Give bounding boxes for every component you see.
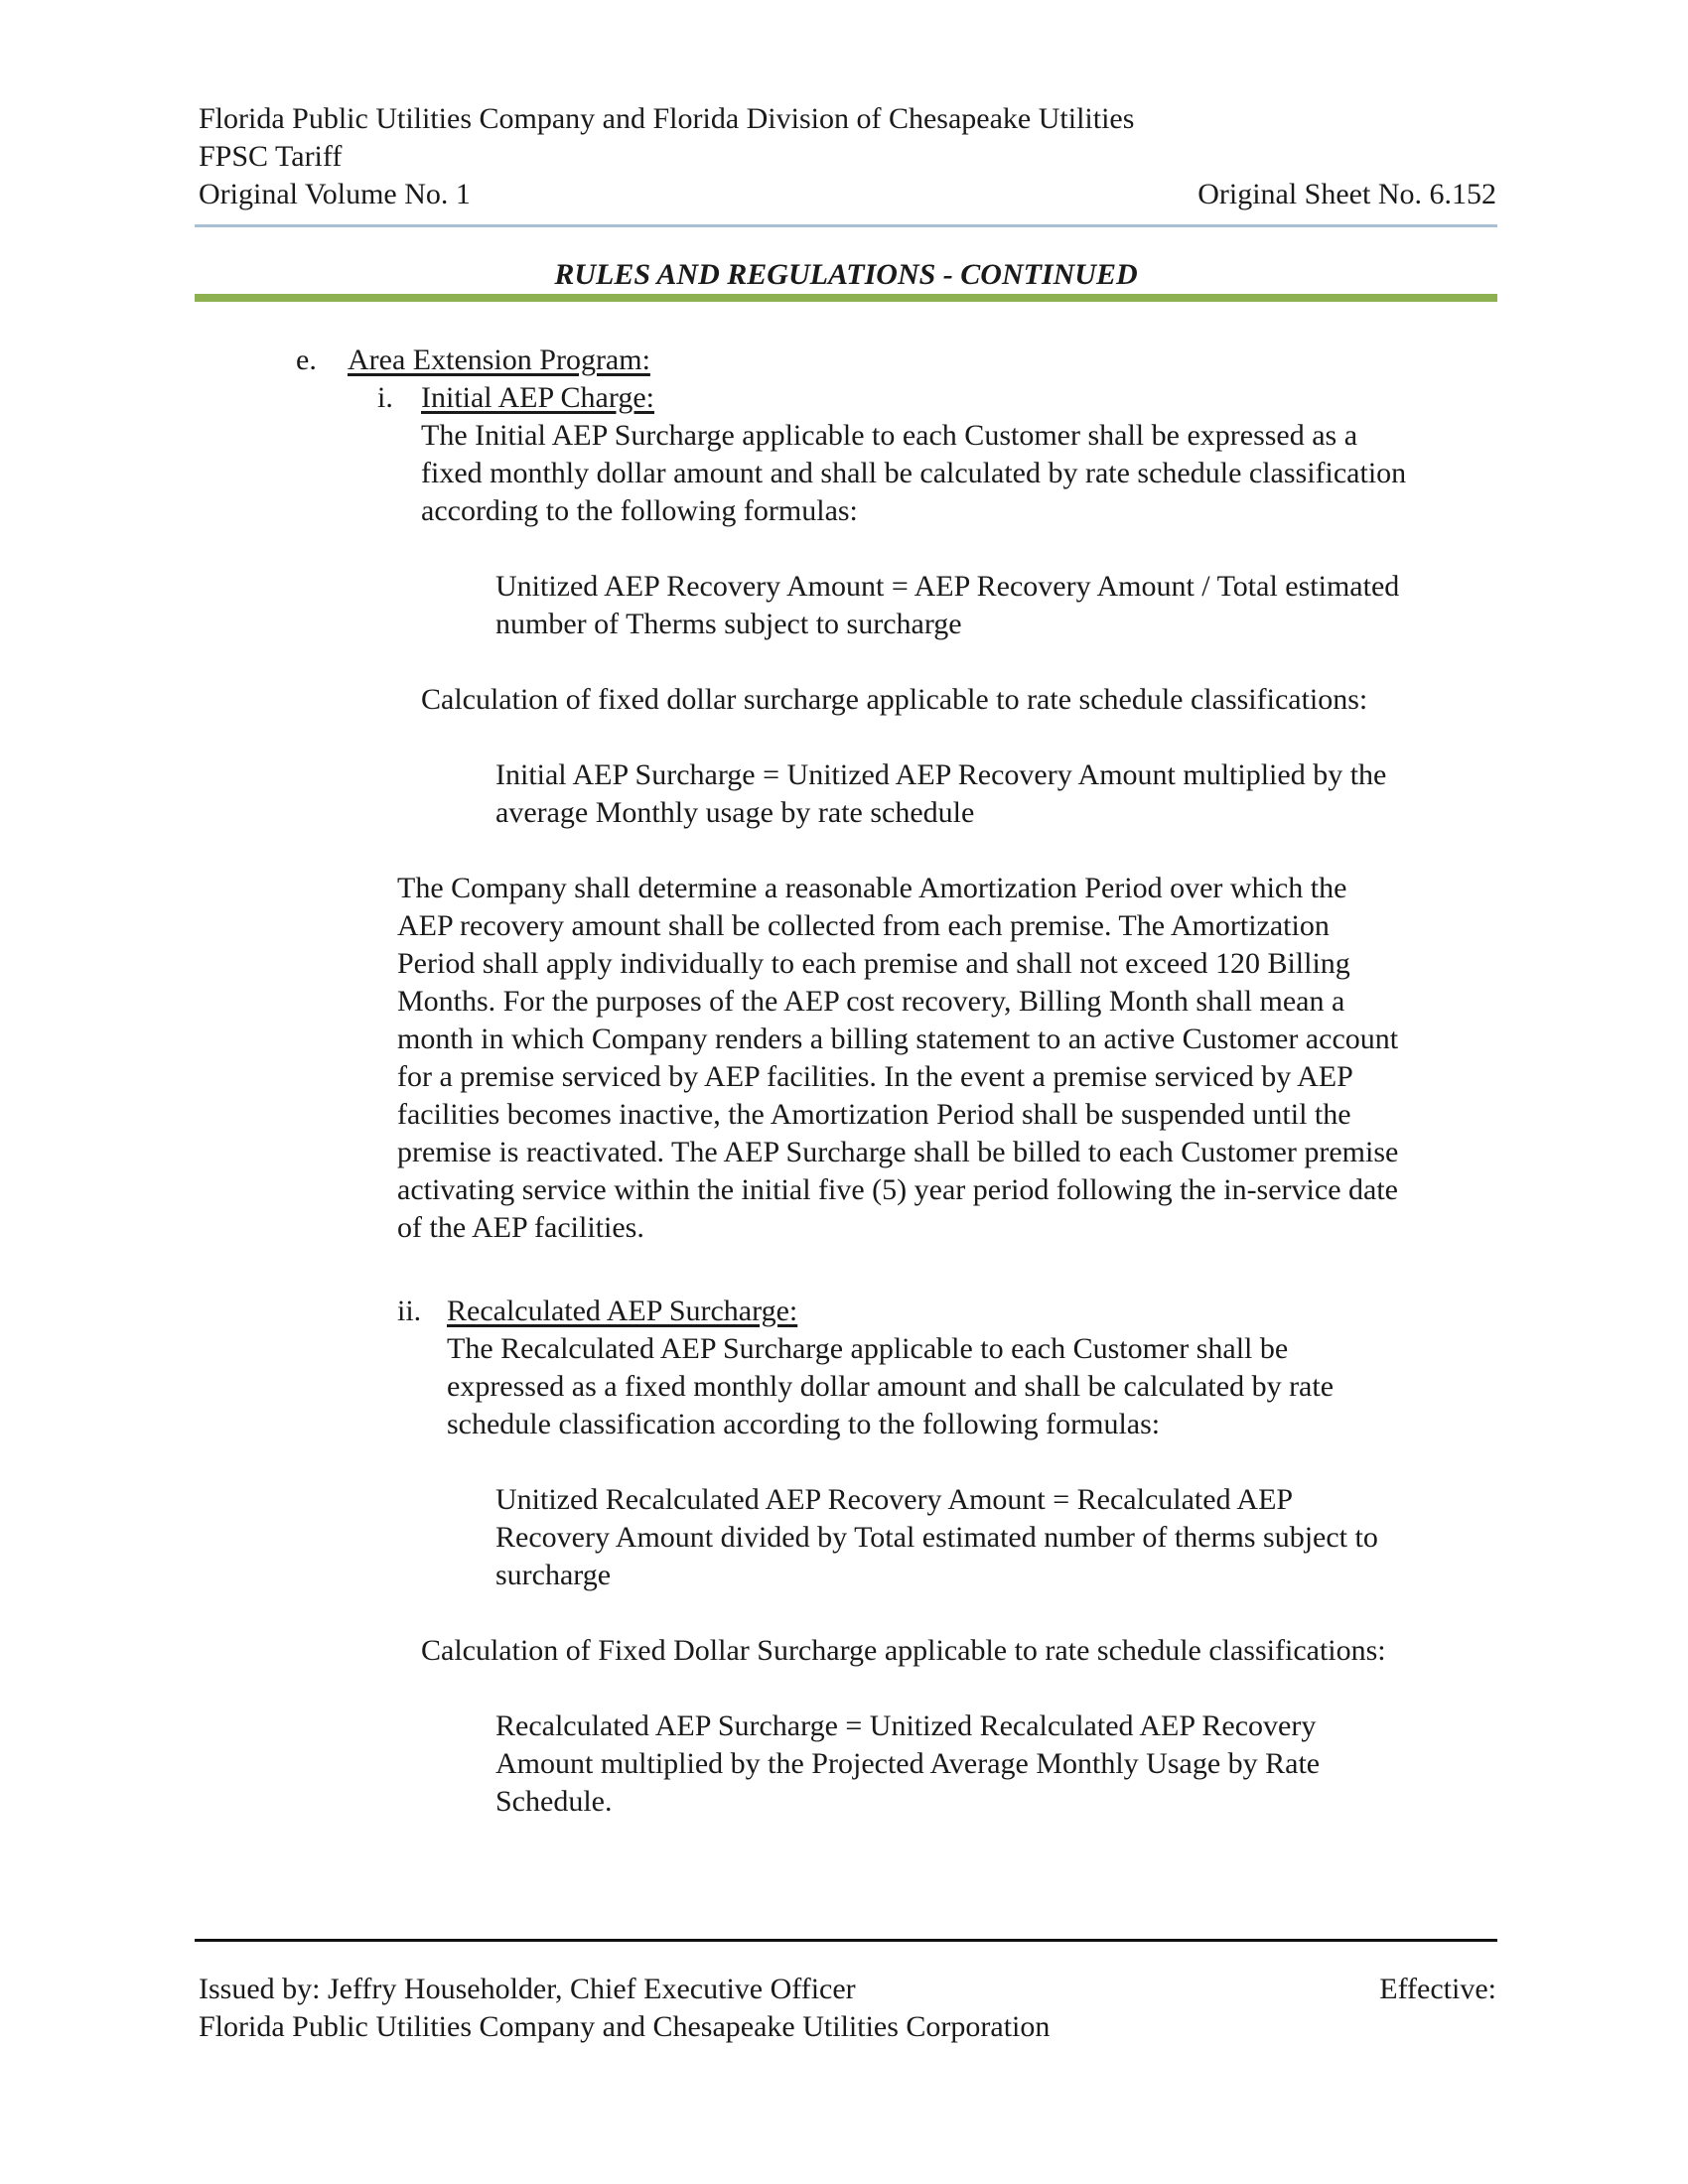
item-ii-formula-surcharge (495, 1707, 1320, 1821)
text-line: for a premise serviced by AEP facilities. In the event a premise serviced by AEP (397, 1060, 1353, 1093)
header-sheet-number: Original Sheet No. 6.152 (1197, 178, 1496, 210)
text-line: number of Therms subject to surcharge (495, 608, 962, 640)
text-line: expressed as a fixed monthly dollar amount and shall be calculated by rate (447, 1370, 1335, 1403)
text-line: AEP recovery amount shall be collected from each premise. The Amortization (397, 909, 1330, 942)
text-line: of the AEP facilities. (397, 1211, 644, 1244)
footer-issued-by: Issued by: Jeffry Householder, Chief Executive Officer (199, 1973, 856, 2005)
text-line: Unitized Recalculated AEP Recovery Amount = Recalculated AEP (495, 1483, 1294, 1516)
item-e-marker: e. (296, 343, 317, 376)
item-i-marker: i. (377, 381, 393, 414)
header-company-line: Florida Public Utilities Company and Florida Division of Chesapeake Utilities (199, 102, 1135, 135)
text-line: Months. For the purposes of the AEP cost recovery, Billing Month shall mean a (397, 985, 1345, 1018)
section-title: RULES AND REGULATIONS - CONTINUED (554, 258, 1138, 291)
item-i-formula-surcharge (495, 756, 1386, 832)
item-e-title: Area Extension Program: (348, 343, 650, 376)
item-ii-title: Recalculated AEP Surcharge: (447, 1295, 798, 1327)
text-line: fixed monthly dollar amount and shall be calculated by rate schedule classification (421, 457, 1407, 489)
text-line: facilities becomes inactive, the Amortization Period shall be suspended until the (397, 1098, 1351, 1131)
text-line: The Recalculated AEP Surcharge applicable to each Customer shall be (447, 1332, 1289, 1365)
footer-effective: Effective: (1379, 1973, 1496, 2005)
item-i-intro (421, 417, 1406, 530)
footer-company: Florida Public Utilities Company and Chesapeake Utilities Corporation (199, 2010, 1051, 2043)
item-ii-intro (447, 1330, 1334, 1443)
item-ii-formula-unitized (495, 1481, 1378, 1594)
text-line: premise is reactivated. The AEP Surcharge shall be billed to each Customer premise (397, 1136, 1399, 1168)
text-line: Recovery Amount divided by Total estimated number of therms subject to (495, 1521, 1378, 1554)
text-line: The Company shall determine a reasonable Amortization Period over which the (397, 872, 1347, 904)
item-ii-marker: ii. (397, 1295, 422, 1327)
text-line: Amount multiplied by the Projected Average Monthly Usage by Rate (495, 1747, 1321, 1780)
item-i-calc-line: Calculation of fixed dollar surcharge applicable to rate schedule classifications: (421, 683, 1368, 716)
text-line: Initial AEP Surcharge = Unitized AEP Recovery Amount multiplied by the (495, 758, 1387, 791)
item-i-formula-unitized (495, 568, 1399, 643)
text-line: activating service within the initial five (5) year period following the in-service date (397, 1173, 1398, 1206)
footer-divider (195, 1939, 1497, 1942)
header-tariff-line: FPSC Tariff (199, 140, 343, 173)
item-i-title: Initial AEP Charge: (421, 381, 654, 414)
title-divider (195, 294, 1497, 302)
text-line: Unitized AEP Recovery Amount = AEP Recovery Amount / Total estimated (495, 570, 1400, 603)
text-line: month in which Company renders a billing statement to an active Customer account (397, 1023, 1399, 1055)
text-line: average Monthly usage by rate schedule (495, 796, 975, 829)
header-volume-line: Original Volume No. 1 (199, 178, 471, 210)
text-line: schedule classification according to the following formulas: (447, 1408, 1161, 1440)
amortization-paragraph (397, 870, 1398, 1247)
text-line: surcharge (495, 1559, 612, 1591)
text-line: Period shall apply individually to each premise and shall not exceed 120 Billing (397, 947, 1350, 980)
text-line: Schedule. (495, 1785, 613, 1818)
text-line: according to the following formulas: (421, 494, 858, 527)
text-line: Recalculated AEP Surcharge = Unitized Recalculated AEP Recovery (495, 1709, 1317, 1742)
text-line: The Initial AEP Surcharge applicable to each Customer shall be expressed as a (421, 419, 1358, 452)
header-divider (195, 224, 1497, 227)
item-ii-calc-line: Calculation of Fixed Dollar Surcharge applicable to rate schedule classifications: (421, 1634, 1386, 1667)
